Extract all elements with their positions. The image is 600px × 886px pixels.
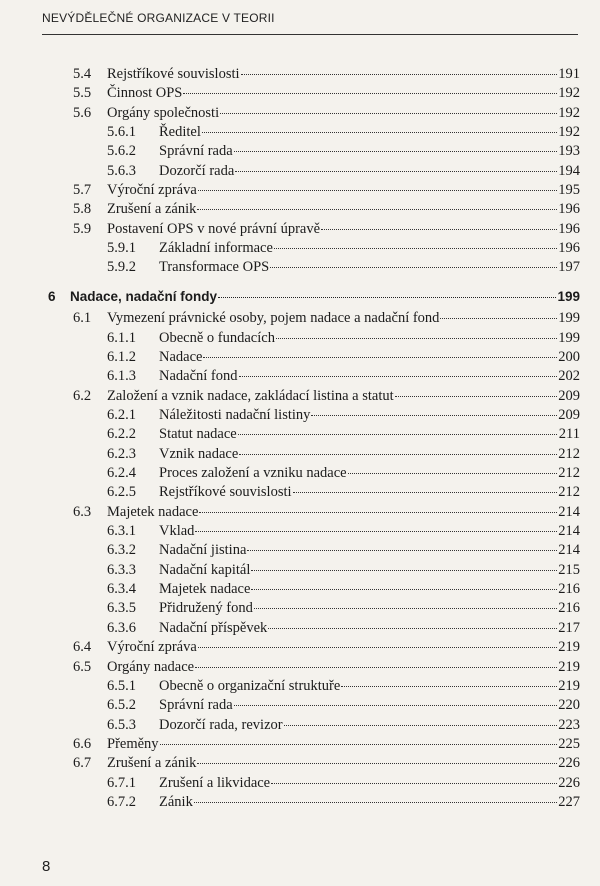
toc-title: Nadace [159, 349, 203, 365]
toc-title: Nadační kapitál [159, 562, 251, 578]
toc-title: Vklad [159, 523, 195, 539]
toc-entry-line [159, 122, 580, 142]
toc-entry [0, 618, 600, 638]
toc-entry-line [107, 83, 580, 103]
toc-number: 6.1.2 [107, 349, 136, 365]
toc-entry-line [159, 238, 580, 258]
toc-number: 6.4 [73, 639, 92, 655]
leader-dots [254, 608, 557, 609]
toc-entry [0, 715, 600, 735]
toc-page-number: 214 [558, 542, 580, 558]
toc-entry [0, 347, 600, 367]
leader-dots [251, 570, 557, 571]
toc-title: Majetek nadace [159, 581, 251, 597]
toc-entry [0, 219, 600, 239]
toc-number: 6.3.4 [107, 581, 136, 597]
toc-entry [0, 637, 600, 657]
toc-number: 6.1 [73, 310, 92, 326]
leader-dots [395, 396, 557, 397]
toc-page-number: 225 [558, 736, 580, 752]
toc-title: Vymezení právnické osoby, pojem nadace a nadační fond [107, 310, 440, 326]
toc-entry-line [159, 161, 580, 181]
toc-entry [0, 695, 600, 715]
toc-page-number: 211 [558, 426, 580, 442]
toc-page-number: 212 [558, 484, 580, 500]
leader-dots [197, 763, 557, 764]
leader-dots [274, 248, 557, 249]
toc-entry-line [107, 637, 580, 657]
toc-number: 5.6.3 [107, 163, 136, 179]
leader-dots [276, 338, 557, 339]
toc-page-number: 226 [558, 775, 580, 791]
toc-page-number: 200 [558, 349, 580, 365]
toc-number: 6.7.2 [107, 794, 136, 810]
leader-dots [198, 190, 557, 191]
toc-page-number: 194 [558, 163, 580, 179]
toc-title: Náležitosti nadační listiny [159, 407, 311, 423]
toc-number: 6.3.1 [107, 523, 136, 539]
toc-number: 6 [48, 289, 56, 304]
toc-entry [0, 676, 600, 696]
toc-entry [0, 773, 600, 793]
toc-entry-line [107, 308, 580, 328]
toc-title: Ředitel [159, 124, 201, 140]
toc-entry-line [159, 676, 580, 696]
leader-dots [348, 473, 557, 474]
leader-dots [194, 802, 557, 803]
toc-page-number: 215 [558, 562, 580, 578]
toc-title: Výroční zpráva [107, 182, 197, 198]
leader-dots [199, 512, 557, 513]
leader-dots [198, 647, 557, 648]
toc-page-number: 199 [557, 289, 580, 304]
leader-dots [203, 357, 557, 358]
toc-number: 6.1.1 [107, 330, 136, 346]
toc-page-number: 192 [558, 124, 580, 140]
toc-page-number: 196 [558, 240, 580, 256]
toc-entry [0, 463, 600, 483]
toc-entry-line [159, 141, 580, 161]
toc-title: Přidružený fond [159, 600, 253, 616]
toc-title: Obecně o organizační struktuře [159, 678, 341, 694]
toc-number: 6.7 [73, 755, 92, 771]
leader-dots [251, 589, 557, 590]
toc-entry-line [159, 405, 580, 425]
leader-dots [195, 667, 557, 668]
toc-number: 6.5.3 [107, 717, 136, 733]
toc-number: 6.3.2 [107, 542, 136, 558]
leader-dots [293, 492, 557, 493]
toc-entry [0, 502, 600, 522]
toc-number: 5.8 [73, 201, 92, 217]
toc-page-number: 196 [558, 201, 580, 217]
toc-number: 5.6.2 [107, 143, 136, 159]
toc-number: 6.3.5 [107, 600, 136, 616]
toc-page-number: 196 [558, 221, 580, 237]
leader-dots [321, 229, 557, 230]
leader-dots [241, 74, 557, 75]
leader-dots [440, 318, 557, 319]
leader-dots [247, 550, 557, 551]
toc-entry [0, 257, 600, 277]
toc-entry [0, 560, 600, 580]
toc-entry-line [107, 219, 580, 239]
toc-entry-line [159, 540, 580, 560]
toc-title: Zrušení a zánik [107, 201, 197, 217]
toc-entry-line [159, 257, 580, 277]
toc-page-number: 212 [558, 446, 580, 462]
toc-page-number: 214 [558, 504, 580, 520]
toc-page-number: 220 [558, 697, 580, 713]
toc-number: 5.6.1 [107, 124, 136, 140]
toc-number: 6.1.3 [107, 368, 136, 384]
toc-entry-line [159, 347, 580, 367]
toc-entry-line [159, 482, 580, 502]
leader-dots [197, 209, 557, 210]
toc-entry [0, 199, 600, 219]
toc-entry-line [159, 773, 580, 793]
leader-dots [238, 434, 557, 435]
toc-entry-line [107, 657, 580, 677]
toc-chapter [0, 287, 600, 307]
toc-entry-line [159, 328, 580, 348]
toc-number: 5.4 [73, 66, 92, 82]
toc-page-number: 191 [558, 66, 580, 82]
toc-number: 6.3 [73, 504, 92, 520]
toc-title: Založení a vznik nadace, zakládací listina a statut [107, 388, 394, 404]
toc-title: Orgány společnosti [107, 105, 220, 121]
toc-page-number: 209 [558, 407, 580, 423]
toc-entry [0, 405, 600, 425]
running-head: NEVÝDĚLEČNÉ ORGANIZACE V TEORII [42, 11, 275, 25]
toc-number: 6.5 [73, 659, 92, 675]
toc-entry-line [159, 792, 580, 812]
toc-entry [0, 579, 600, 599]
leader-dots [183, 93, 557, 94]
toc-entry [0, 103, 600, 123]
toc-number: 6.2.4 [107, 465, 136, 481]
toc-title: Vznik nadace [159, 446, 239, 462]
toc-entry-line [159, 463, 580, 483]
toc-number: 6.3.3 [107, 562, 136, 578]
toc-title: Správní rada [159, 143, 233, 159]
leader-dots [160, 744, 557, 745]
toc-page-number: 212 [558, 465, 580, 481]
toc-entry-line [159, 618, 580, 638]
leader-dots [235, 171, 557, 172]
toc-title: Nadační fond [159, 368, 238, 384]
toc-page-number: 192 [558, 105, 580, 121]
toc-entry [0, 122, 600, 142]
toc-entry [0, 482, 600, 502]
toc-entry-line [107, 734, 580, 754]
toc-number: 6.5.1 [107, 678, 136, 694]
toc-page-number: 219 [558, 678, 580, 694]
toc-title: Výroční zpráva [107, 639, 197, 655]
toc-entry [0, 540, 600, 560]
toc-entry-line [159, 560, 580, 580]
toc-title: Proces založení a vzniku nadace [159, 465, 347, 481]
toc-number: 6.2.3 [107, 446, 136, 462]
toc-page-number: 214 [558, 523, 580, 539]
leader-dots [311, 415, 557, 416]
toc-title: Nadační příspěvek [159, 620, 268, 636]
toc-number: 6.2.2 [107, 426, 136, 442]
toc-page-number: 202 [558, 368, 580, 384]
toc-entry [0, 161, 600, 181]
toc-title: Zrušení a zánik [107, 755, 197, 771]
leader-dots [270, 267, 557, 268]
toc-entry-line [159, 579, 580, 599]
toc-entry [0, 366, 600, 386]
toc-number: 6.7.1 [107, 775, 136, 791]
leader-dots [341, 686, 557, 687]
toc-entry-line [70, 287, 580, 307]
toc-entry [0, 734, 600, 754]
toc-title: Základní informace [159, 240, 273, 256]
toc-page-number: 227 [558, 794, 580, 810]
toc-page-number: 219 [558, 639, 580, 655]
toc-entry-line [107, 64, 580, 84]
toc-entry-line [159, 715, 580, 735]
toc-entry [0, 444, 600, 464]
toc-title: Majetek nadace [107, 504, 199, 520]
leader-dots [218, 297, 556, 298]
toc-entry [0, 238, 600, 258]
toc-entry-line [107, 386, 580, 406]
toc-number: 6.2 [73, 388, 92, 404]
toc-page-number: 219 [558, 659, 580, 675]
toc-title: Nadační jistina [159, 542, 247, 558]
toc-entry [0, 753, 600, 773]
leader-dots [239, 376, 557, 377]
leader-dots [284, 725, 557, 726]
toc-entry [0, 598, 600, 618]
toc-number: 5.9.1 [107, 240, 136, 256]
toc-title: Nadace, nadační fondy [70, 289, 218, 304]
toc-number: 5.6 [73, 105, 92, 121]
toc-entry-line [159, 424, 580, 444]
toc-entry [0, 180, 600, 200]
toc-entry [0, 64, 600, 84]
leader-dots [202, 132, 557, 133]
toc-number: 5.7 [73, 182, 92, 198]
toc-entry [0, 83, 600, 103]
toc-title: Rejstříkové souvislosti [159, 484, 292, 500]
toc-page-number: 193 [558, 143, 580, 159]
leader-dots [239, 454, 557, 455]
toc-entry [0, 308, 600, 328]
toc-title: Činnost OPS [107, 85, 183, 101]
leader-dots [234, 705, 557, 706]
toc-number: 6.5.2 [107, 697, 136, 713]
toc-title: Zánik [159, 794, 193, 810]
toc-title: Dozorčí rada [159, 163, 235, 179]
toc-title: Správní rada [159, 697, 233, 713]
toc-entry-line [159, 695, 580, 715]
toc-page-number: 199 [558, 310, 580, 326]
toc-number: 6.2.5 [107, 484, 136, 500]
toc-entry-line [107, 753, 580, 773]
toc-title: Přeměny [107, 736, 159, 752]
toc-number: 6.6 [73, 736, 92, 752]
toc-page-number: 216 [558, 581, 580, 597]
toc-page-number: 223 [558, 717, 580, 733]
toc-page-number: 226 [558, 755, 580, 771]
leader-dots [195, 531, 557, 532]
toc-page-number: 192 [558, 85, 580, 101]
toc-entry [0, 424, 600, 444]
leader-dots [234, 151, 557, 152]
toc-page-number: 216 [558, 600, 580, 616]
toc-title: Transformace OPS [159, 259, 270, 275]
toc-entry-line [159, 521, 580, 541]
toc-page-number: 197 [558, 259, 580, 275]
toc-title: Obecně o fundacích [159, 330, 275, 346]
toc-title: Postavení OPS v nové právní úpravě [107, 221, 321, 237]
toc-entry [0, 141, 600, 161]
leader-dots [271, 783, 557, 784]
toc-title: Dozorčí rada, revizor [159, 717, 283, 733]
toc-title: Rejstříkové souvislosti [107, 66, 240, 82]
toc-entry [0, 792, 600, 812]
toc-entry-line [159, 366, 580, 386]
toc-entry-line [107, 103, 580, 123]
toc-title: Statut nadace [159, 426, 237, 442]
toc-title: Zrušení a likvidace [159, 775, 271, 791]
toc-title: Orgány nadace [107, 659, 195, 675]
toc-number: 5.9.2 [107, 259, 136, 275]
toc-number: 5.5 [73, 85, 92, 101]
toc-entry [0, 328, 600, 348]
toc-entry-line [107, 180, 580, 200]
leader-dots [220, 113, 557, 114]
toc-number: 6.2.1 [107, 407, 136, 423]
toc-entry-line [159, 598, 580, 618]
toc-page-number: 199 [558, 330, 580, 346]
toc-page-number: 195 [558, 182, 580, 198]
toc-number: 6.3.6 [107, 620, 136, 636]
toc-entry [0, 521, 600, 541]
page-number: 8 [42, 858, 51, 875]
toc-entry-line [159, 444, 580, 464]
toc-entry [0, 386, 600, 406]
toc-entry [0, 657, 600, 677]
toc-entry-line [107, 199, 580, 219]
toc-number: 5.9 [73, 221, 92, 237]
toc-page-number: 217 [558, 620, 580, 636]
toc-page-number: 209 [558, 388, 580, 404]
toc-entry-line [107, 502, 580, 522]
leader-dots [268, 628, 557, 629]
